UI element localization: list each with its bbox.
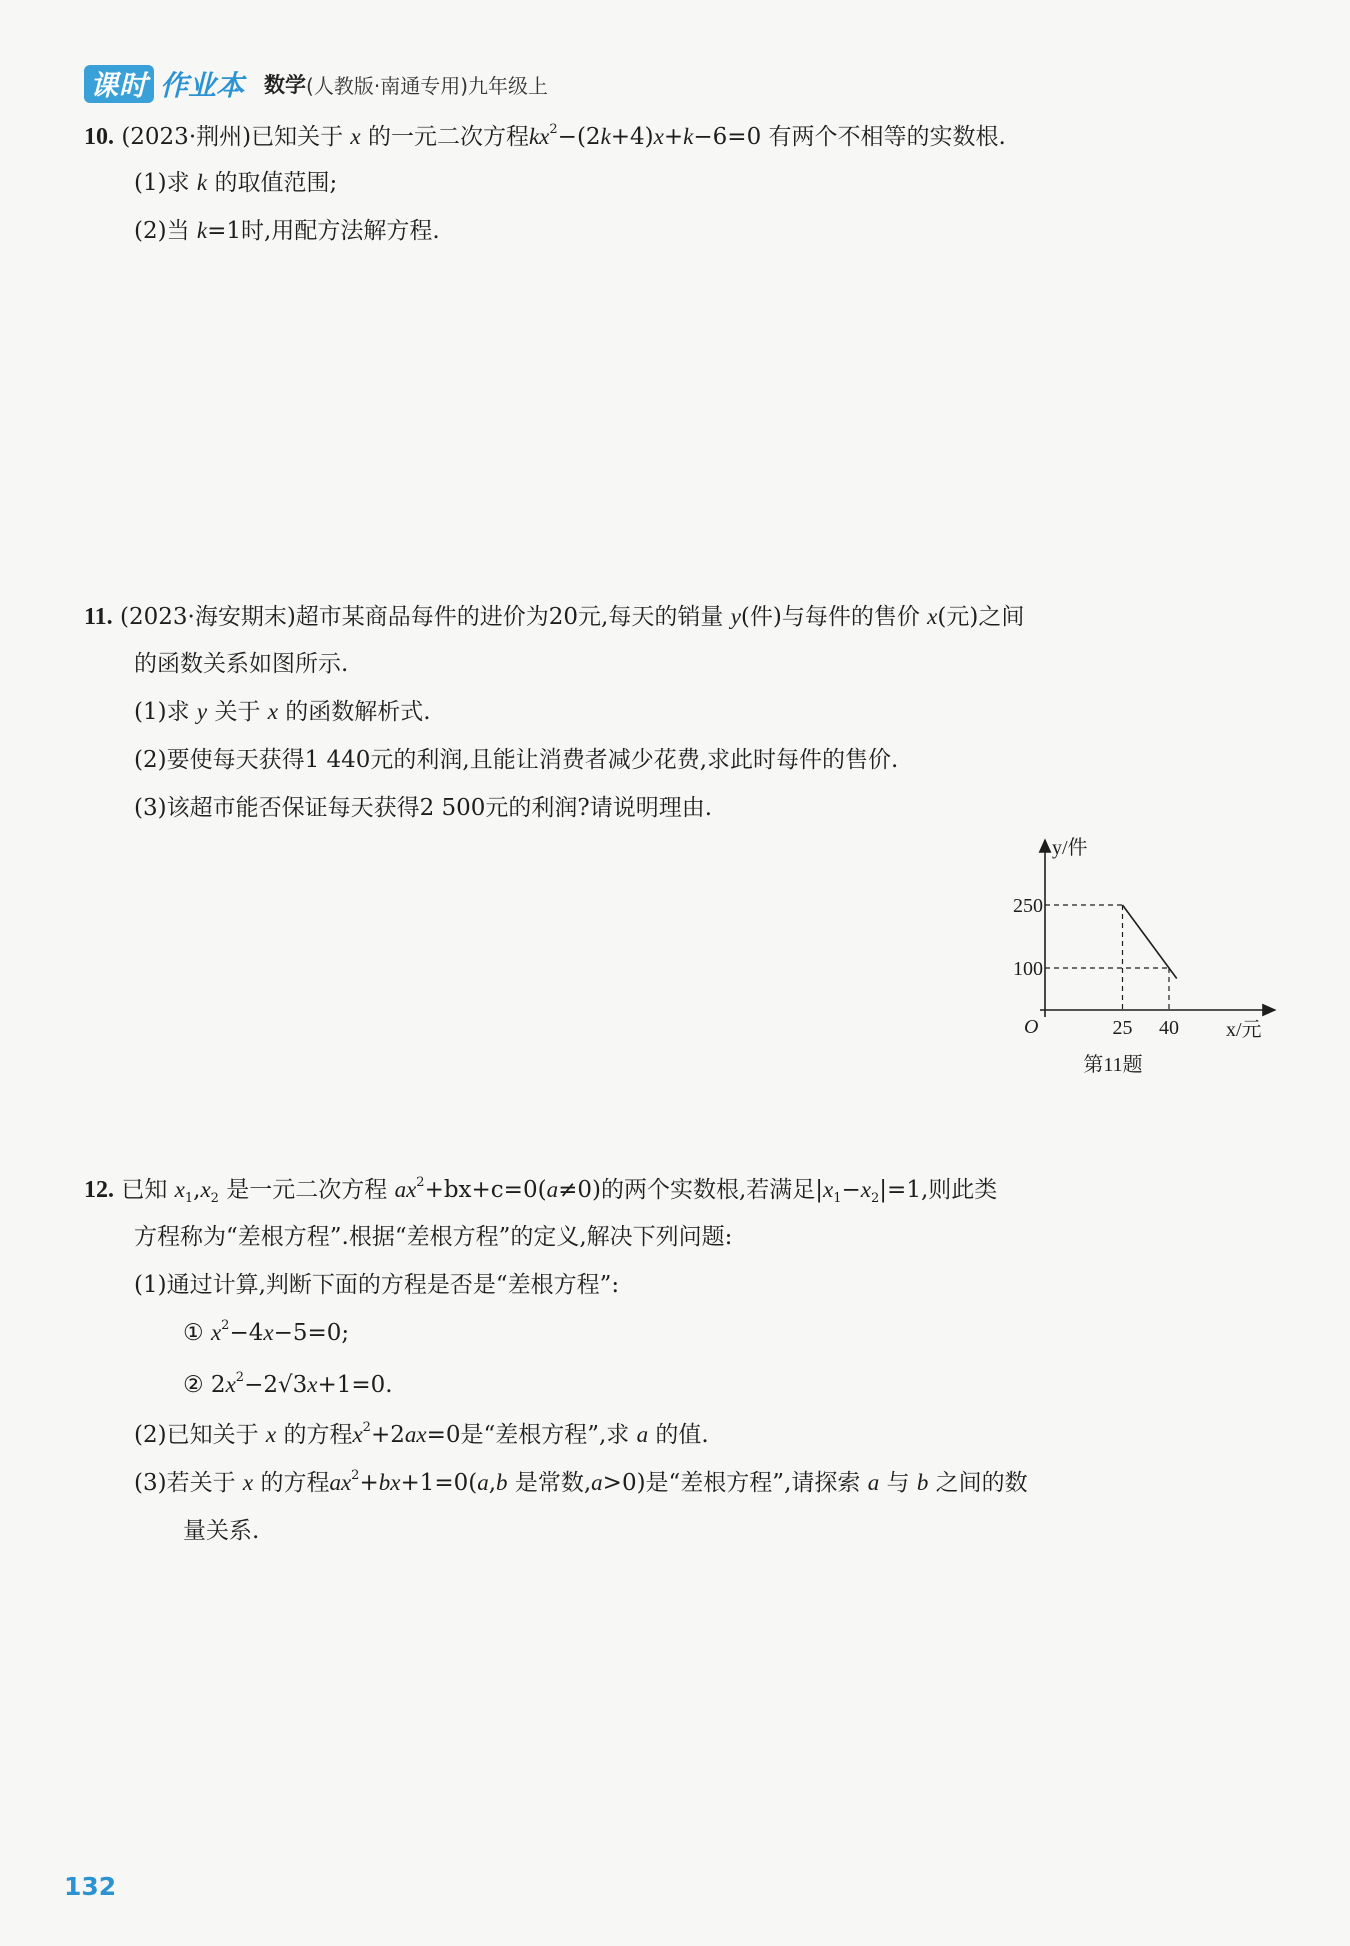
math: −4 (229, 1320, 264, 1346)
question-12-stem-line2: 方程称为“差根方程”.根据“差根方程”的定义,解决下列问题: (134, 1224, 733, 1250)
math-var: k (600, 124, 611, 149)
text: 有两个不相等的实数根. (768, 124, 1006, 150)
math-var: x (352, 1422, 363, 1447)
text: >0)是“差根方程”,请探索 (602, 1470, 861, 1496)
math-var: x (200, 1177, 211, 1202)
math-var: a (867, 1470, 880, 1495)
text: (件)与每件的售价 (740, 604, 920, 630)
math-var: bx (378, 1470, 401, 1495)
origin-label: O (1024, 1016, 1039, 1038)
text: , (193, 1177, 201, 1203)
question-10-part-1 (134, 168, 337, 198)
math-var: k (196, 170, 208, 195)
figure-caption: 第11题 (1083, 1054, 1143, 1075)
text: (1)求 (134, 170, 190, 196)
x-axis-label: x/元 (1226, 1019, 1262, 1041)
text: (2023·荆州)已知关于 (121, 124, 344, 150)
math: +bx+c=0( (424, 1177, 547, 1203)
brand-logo-sub: 作业本 (160, 69, 245, 102)
math-var: x (242, 1470, 254, 1495)
math: + (359, 1470, 379, 1496)
math-var: k (683, 124, 694, 149)
math-exponent: 2 (351, 1468, 360, 1483)
y-tick-label: 100 (1013, 958, 1043, 980)
text: , (488, 1470, 497, 1496)
text: 是常数, (514, 1470, 592, 1496)
text: 的取值范围; (214, 170, 338, 196)
math-var: k (528, 124, 540, 149)
question-10-part-2 (134, 216, 440, 246)
y-tick-label: 250 (1013, 895, 1043, 917)
math-exponent: 2 (362, 1420, 371, 1435)
math-subscript: 1 (833, 1191, 842, 1206)
math-var: ax (329, 1470, 352, 1495)
math-subscript: 2 (210, 1191, 219, 1206)
math-var: y (196, 699, 208, 724)
math-var: x (823, 1177, 834, 1202)
math-var: x (307, 1372, 318, 1397)
math: +1=0( (400, 1470, 478, 1496)
math-subscript: 2 (871, 1191, 880, 1206)
math-var: x (225, 1372, 236, 1397)
subject-label: 数学 (264, 73, 307, 97)
math: −5=0; (273, 1320, 350, 1346)
text: 与 (886, 1470, 910, 1496)
math-var: a (477, 1470, 489, 1495)
question-number: 10. (84, 124, 114, 150)
text: (3)若关于 (134, 1470, 236, 1496)
text: (2023·海安期末)超市某商品每件的进价为20元,每天的销量 (120, 604, 724, 630)
math-var: x (265, 1422, 277, 1447)
question-11-stem-line2: 的函数关系如图所示. (134, 651, 349, 677)
math-var: x (263, 1320, 274, 1345)
math: − (841, 1177, 861, 1203)
text: (2)已知关于 (134, 1422, 259, 1448)
math-var: x (539, 124, 550, 149)
y-axis-label: y/件 (1052, 837, 1088, 859)
text: ≠0)的两个实数根,若满足| (558, 1177, 824, 1203)
math: +1=0. (317, 1372, 393, 1398)
question-12-eq-2 (183, 1370, 393, 1400)
math-var: x (653, 124, 664, 149)
text: =0是“差根方程”,求 (426, 1422, 630, 1448)
math-var: ax (404, 1422, 427, 1447)
math: +4) (610, 124, 654, 150)
circled-number: ① (183, 1320, 204, 1346)
math-var: k (196, 218, 208, 243)
math-var: ax (394, 1177, 417, 1202)
circled-number: ② 2 (183, 1372, 226, 1398)
question-number: 12. (84, 1177, 114, 1203)
math-exponent: 2 (235, 1370, 245, 1385)
text: 的函数解析式. (285, 699, 431, 725)
text: 之间的数 (935, 1470, 1028, 1496)
math-var: x (927, 604, 938, 629)
question-11-graph (1000, 835, 1290, 1075)
math: + (663, 124, 684, 150)
math-var: a (591, 1470, 603, 1495)
text: 是一元二次方程 (226, 1177, 388, 1203)
question-12-part-2 (134, 1420, 709, 1450)
page-number: 132 (64, 1872, 117, 1901)
text: (元)之间 (937, 604, 1025, 630)
question-11-part-2: (2)要使每天获得1 440元的利润,且能让消费者减少花费,求此时每件的售价. (134, 747, 899, 773)
text: 的一元二次方程 (367, 124, 529, 150)
math-var: x (174, 1177, 185, 1202)
math-var: b (496, 1470, 508, 1495)
math-var: x (210, 1320, 222, 1345)
text: 已知 (121, 1177, 168, 1203)
math-var: x (267, 699, 278, 724)
math-var: x (860, 1177, 872, 1202)
math: −6=0 (693, 124, 762, 150)
text: 的方程 (283, 1422, 353, 1448)
question-11-part-1 (134, 697, 431, 727)
math-exponent: 2 (416, 1175, 425, 1190)
text: 关于 (214, 699, 261, 725)
question-12-part-1: (1)通过计算,判断下面的方程是否是“差根方程”: (134, 1272, 620, 1298)
math-var: a (546, 1177, 559, 1202)
math: +2 (370, 1422, 405, 1448)
text: (1)求 (134, 699, 190, 725)
question-12-stem (84, 1175, 997, 1205)
math-var: b (916, 1470, 929, 1495)
math-var: x (350, 124, 361, 149)
question-12-part-3 (134, 1468, 1028, 1498)
math: −(2 (557, 124, 601, 150)
question-12-part-3-line2: 量关系. (183, 1518, 260, 1544)
x-tick-label: 40 (1159, 1017, 1179, 1039)
question-10-stem (84, 122, 1006, 152)
brand-logo: 课时 (84, 65, 154, 103)
edition-label: (人教版·南通专用)九年级上 (306, 73, 548, 98)
page-header (84, 64, 548, 104)
math-exponent: 2 (549, 122, 558, 137)
math-exponent: 2 (221, 1318, 230, 1333)
math-var: a (636, 1422, 649, 1447)
text: |=1,则此类 (879, 1177, 998, 1203)
text: =1时,用配方法解方程. (207, 218, 440, 244)
text: 的方程 (260, 1470, 330, 1496)
math: −2√3 (244, 1372, 308, 1398)
text: (2)当 (134, 218, 190, 244)
math-subscript: 1 (184, 1191, 194, 1206)
dashed-guides (1045, 905, 1169, 1010)
text: 的值. (655, 1422, 709, 1448)
x-tick-label: 25 (1112, 1017, 1133, 1039)
math-var: y (730, 604, 741, 629)
question-11-part-3: (3)该超市能否保证每天获得2 500元的利润?请说明理由. (134, 795, 713, 821)
question-11-stem (84, 602, 1024, 632)
question-number: 11. (84, 604, 113, 630)
question-12-eq-1 (183, 1318, 349, 1348)
